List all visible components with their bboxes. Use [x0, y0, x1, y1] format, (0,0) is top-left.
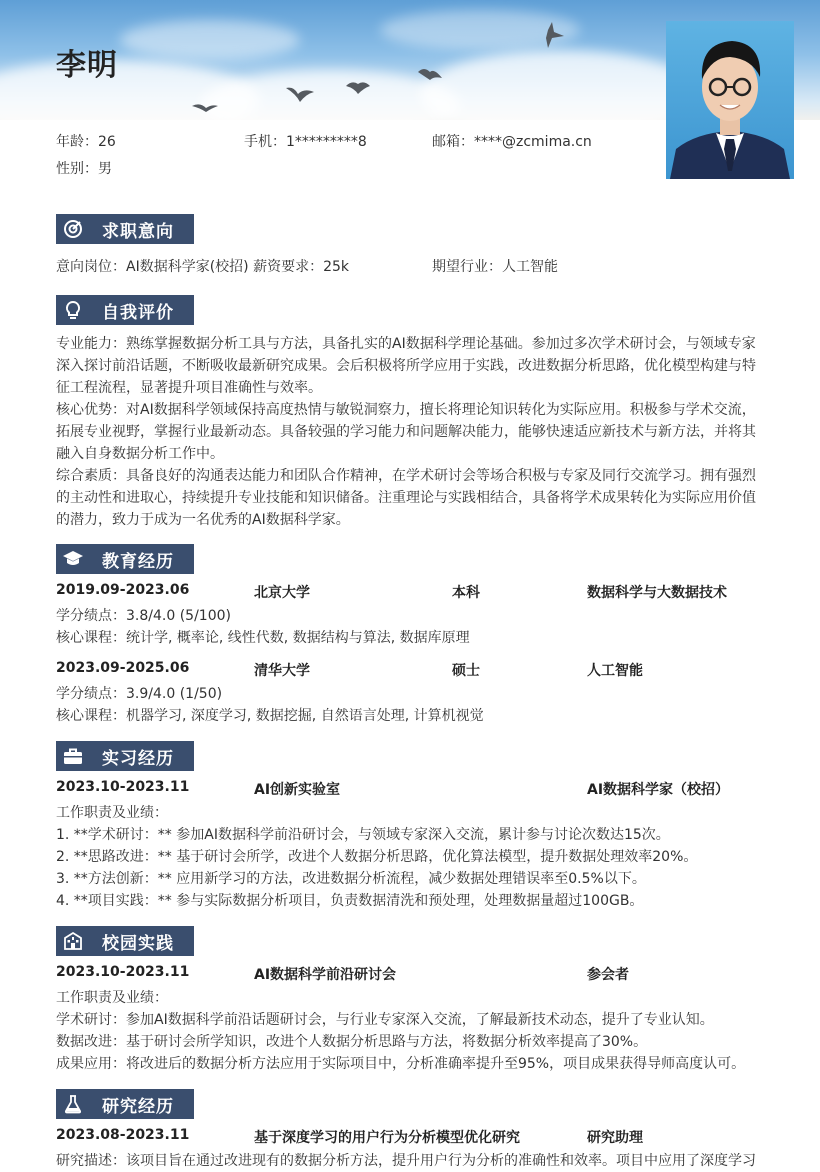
phone-field: 手机：1*********8	[244, 134, 367, 150]
section-header-internship	[56, 741, 194, 771]
gender-field: 性别：男	[56, 161, 112, 177]
internship-date: 2023.10-2023.11	[56, 779, 190, 795]
self-eval-paragraph: 专业能力：熟练掌握数据分析工具与方法，具备扎实的AI数据科学理论基础。参加过多次学术研讨会，与领域专家深入探讨前沿话题，不断吸收最新研究成果。会后积极将所学应用于实践，改进数据分析思路，优化模型构建与特征工程流程，显著提升项目准确性与效率。	[56, 336, 756, 396]
section-title: 校园实践	[102, 933, 174, 954]
school-building-icon	[58, 926, 88, 956]
section-title: 教育经历	[102, 551, 174, 572]
internship-org: AI创新实验室	[254, 782, 341, 798]
campus-org: AI数据科学前沿研讨会	[254, 967, 397, 983]
expected-industry: 期望行业：人工智能	[432, 259, 558, 275]
section-header-research	[56, 1089, 194, 1119]
research-entry	[56, 1127, 768, 1149]
intended-position: 意向岗位：AI数据科学家(校招) 薪资要求：25k	[56, 259, 350, 275]
education-school: 清华大学	[254, 663, 310, 679]
candidate-name: 李明	[56, 48, 118, 83]
research-topic: 基于深度学习的用户行为分析模型优化研究	[254, 1130, 520, 1146]
campus-line: 成果应用：将改进后的数据分析方法应用于实际项目中，分析准确率提升至95%，项目成果获得导师高度认可。	[56, 1056, 746, 1072]
self-eval-paragraph: 综合素质：具备良好的沟通表达能力和团队合作精神，在学术研讨会等场合积极与专家及同行交流学习。拥有强烈的主动性和进取心，持续提升专业技能和知识储备。注重理论与实践相结合，具备将学术成果转化为实际应用价值的潜力，致力于成为一名优秀的AI数据科学家。	[56, 468, 756, 528]
briefcase-icon	[58, 741, 88, 771]
target-icon	[58, 214, 88, 244]
research-date: 2023.08-2023.11	[56, 1127, 190, 1143]
flask-icon	[58, 1089, 88, 1119]
self-eval-paragraph: 核心优势：对AI数据科学领域保持高度热情与敏锐洞察力，擅长将理论知识转化为实际应用。积极参与学术交流，拓展专业视野，掌握行业最新动态。具备较强的学习能力和问题解决能力，能够快速适应新技术与新方法，并将其融入自身数据分析工作中。	[56, 402, 756, 462]
internship-line: 1. **学术研讨：** 参加AI数据科学前沿研讨会，与领域专家深入交流，累计参与讨论次数达15次。	[56, 827, 670, 843]
section-title: 实习经历	[102, 748, 174, 769]
education-degree: 本科	[452, 585, 480, 601]
education-date: 2023.09-2025.06	[56, 660, 190, 676]
education-gpa: 学分绩点：3.9/4.0 (1/50)	[56, 686, 223, 702]
research-description: 研究描述：该项目旨在通过改进现有的数据分析方法，提升用户行为分析的准确性和效率。项目中应用了深度学习	[56, 1153, 756, 1169]
education-gpa: 学分绩点：3.8/4.0 (5/100)	[56, 608, 231, 624]
education-entry	[56, 582, 768, 604]
education-courses: 核心课程：机器学习, 深度学习, 数据挖掘, 自然语言处理, 计算机视觉	[56, 708, 484, 724]
education-date: 2019.09-2023.06	[56, 582, 190, 598]
section-header-campus-practice	[56, 926, 194, 956]
age-field: 年龄：26	[56, 134, 116, 150]
internship-line: 工作职责及业绩：	[56, 805, 168, 821]
section-header-self-evaluation	[56, 295, 194, 325]
internship-role: AI数据科学家（校招）	[587, 782, 730, 798]
campus-line: 数据改进：基于研讨会所学知识，改进个人数据分析思路与方法，将数据分析效率提高了30%。	[56, 1034, 648, 1050]
campus-role: 参会者	[587, 967, 629, 983]
education-school: 北京大学	[254, 585, 310, 601]
research-role: 研究助理	[587, 1130, 643, 1146]
internship-entry	[56, 779, 768, 801]
education-entry	[56, 660, 768, 682]
education-degree: 硕士	[452, 663, 480, 679]
campus-entry	[56, 964, 768, 986]
campus-line: 工作职责及业绩：	[56, 990, 168, 1006]
graduation-cap-icon	[58, 544, 88, 574]
campus-line: 学术研讨：参加AI数据科学前沿话题研讨会，与行业专家深入交流，了解最新技术动态，提升了专业认知。	[56, 1012, 714, 1028]
section-title: 自我评价	[102, 302, 174, 323]
internship-line: 2. **思路改进：** 基于研讨会所学，改进个人数据分析思路，优化算法模型，提升数据处理效率20%。	[56, 849, 698, 865]
internship-line: 3. **方法创新：** 应用新学习的方法，改进数据分析流程，减少数据处理错误率至0.5%以下。	[56, 871, 646, 887]
education-courses: 核心课程：统计学, 概率论, 线性代数, 数据结构与算法, 数据库原理	[56, 630, 470, 646]
internship-line: 4. **项目实践：** 参与实际数据分析项目，负责数据清洗和预处理，处理数据量超过100GB。	[56, 893, 644, 909]
section-title: 求职意向	[102, 221, 174, 242]
email-field: 邮箱：****@zcmima.cn	[432, 134, 592, 150]
section-title: 研究经历	[102, 1096, 174, 1117]
campus-date: 2023.10-2023.11	[56, 964, 190, 980]
profile-photo	[666, 21, 794, 179]
section-header-education	[56, 544, 194, 574]
lightbulb-icon	[58, 295, 88, 325]
education-major: 人工智能	[587, 663, 643, 679]
education-major: 数据科学与大数据技术	[587, 585, 727, 601]
section-header-job-intent	[56, 214, 194, 244]
